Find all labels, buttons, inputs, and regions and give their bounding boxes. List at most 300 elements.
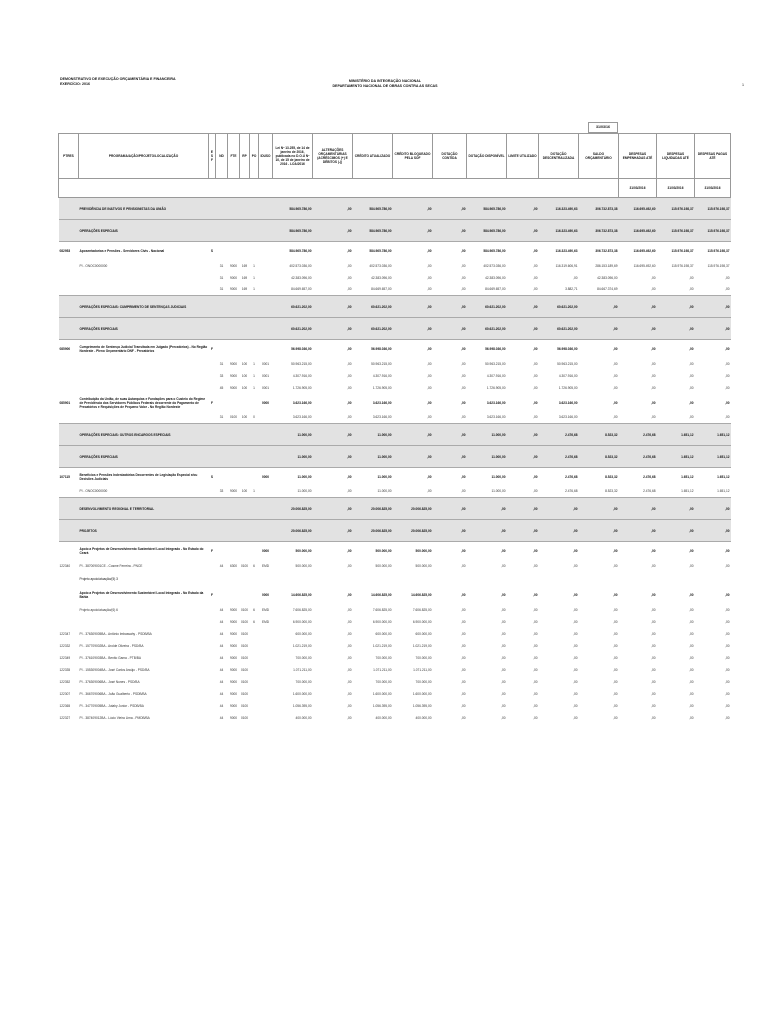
cell-esf: [209, 358, 216, 370]
cell-esf: [209, 700, 216, 712]
cell-lei: 60.621.202,00: [273, 318, 313, 340]
cell-nd: 44: [219, 607, 224, 612]
cell-disp: 50.963.215,00: [485, 361, 506, 366]
detail-row: [59, 604, 731, 616]
cell-po: 1: [253, 385, 255, 390]
cell-lim: ,00: [533, 361, 538, 366]
dates-row: [59, 179, 731, 198]
cell-saldo: 8.523,32: [579, 446, 619, 468]
cell-rp: 0100: [240, 643, 249, 648]
report-title-block: [60, 77, 176, 86]
cell-lim: ,00: [533, 415, 538, 420]
cell-alt: ,00: [313, 318, 353, 340]
cell-saldo: ,00: [613, 400, 618, 405]
cell-po: [250, 340, 259, 358]
cell-rp: [240, 542, 250, 560]
cell-cont: ,00: [433, 318, 467, 340]
cell-bloq: 6.900.000,00: [412, 619, 432, 624]
cell-pag: ,00: [725, 715, 730, 720]
cell-disp: ,00: [501, 715, 506, 720]
cell-pag: ,00: [725, 415, 730, 420]
col-ptres: PTRES: [59, 134, 79, 179]
cell-emp: ,00: [651, 715, 656, 720]
cell-cont: ,00: [461, 631, 466, 636]
cell-lei: 11.000,00: [273, 446, 313, 468]
cell-ptres: [59, 424, 79, 446]
cell-esf: F: [211, 346, 213, 351]
cell-alt: ,00: [347, 275, 352, 280]
cell-rp: 0100: [240, 631, 249, 636]
cell-po: 1: [253, 287, 255, 292]
cell-esf: [209, 260, 216, 272]
cell-ptres: [59, 272, 79, 284]
cell-rp: [240, 220, 250, 242]
cell-alt: ,00: [347, 373, 352, 378]
cell-lei: 3.623.166,00: [292, 400, 312, 405]
cell-po: 0: [253, 415, 255, 420]
cell-lei: 42.383.096,00: [291, 275, 312, 280]
cell-label: PI - 376309005BA - Antônio Imbassahy - PSDB/BA: [79, 631, 152, 636]
cell-rp: [240, 198, 250, 220]
cell-ptres: [59, 412, 79, 424]
cell-pag: 1.651,12: [717, 489, 730, 494]
cell-label: Projeto apoio/atuação/(5) 3: [79, 576, 118, 581]
cell-cont: ,00: [461, 248, 466, 253]
cell-emp: [619, 572, 657, 586]
cell-iduso: [259, 628, 273, 640]
cell-cred: 56.998.036,00: [371, 346, 392, 351]
col-po: PO: [250, 134, 259, 179]
cell-cred: 1.056.395,00: [372, 703, 392, 708]
cell-cont: ,00: [433, 498, 467, 520]
cell-fte: 9000: [229, 619, 238, 624]
cell-nd: [216, 520, 228, 542]
cell-rp: [240, 340, 250, 358]
col-despesas-empenhadas: DESPESAS EMPENHADAS ATÉ: [619, 134, 657, 179]
cell-cred: 11.000,00: [353, 446, 393, 468]
cell-po: [250, 318, 259, 340]
cell-label: PI - 155309004BA - José Carlos Araújo - PSD/BA: [79, 667, 150, 672]
cell-label: OPERAÇÕES ESPECIAIS: CUMPRIMENTO DE SENTENÇAS JUDICIAIS: [79, 296, 209, 318]
cell-po: [250, 468, 259, 486]
cell-cred: 3.623.166,00: [372, 415, 392, 420]
cell-alt: ,00: [347, 489, 352, 494]
cell-emp: ,00: [651, 361, 656, 366]
cell-pag: ,00: [725, 619, 730, 624]
cell-rp: [240, 586, 250, 604]
cell-lim: ,00: [533, 715, 538, 720]
report-body: [59, 179, 731, 724]
cell-desc: 60.621.202,00: [539, 318, 579, 340]
cell-bloq: 20.006.825,00: [393, 498, 433, 520]
cell-bloq: ,00: [393, 296, 433, 318]
cell-liq: 1.651,12: [681, 489, 694, 494]
cell-emp: 116.695.492,60: [619, 198, 657, 220]
cell-liq: 115.976.198,37: [657, 198, 695, 220]
cell-desc: 3.623.166,00: [558, 415, 578, 420]
cell-esf: [209, 424, 216, 446]
detail-row: [59, 272, 731, 284]
cell-ptres: [59, 382, 79, 394]
cell-ptres: [59, 446, 79, 468]
cell-fte: 9000: [229, 679, 238, 684]
cell-po: [250, 640, 259, 652]
cell-liq: ,00: [689, 592, 694, 597]
cell-disp: ,00: [501, 703, 506, 708]
cell-emp: ,00: [651, 655, 656, 660]
cell-emp: ,00: [651, 563, 656, 568]
cell-esf: [209, 652, 216, 664]
cell-label: [79, 284, 209, 296]
cell-lei: 1.021.219,00: [292, 643, 312, 648]
cell-iduso: EMD: [261, 619, 270, 624]
cell-po: [250, 446, 259, 468]
cell-bloq: ,00: [393, 318, 433, 340]
cell-fte: 9000: [229, 643, 238, 648]
cell-fte: [228, 586, 240, 604]
cell-po: [250, 572, 259, 586]
cell-lei: 600.000,00: [295, 631, 312, 636]
cell-lei: 6.900.000,00: [292, 619, 312, 624]
cell-nd: 44: [219, 619, 224, 624]
cell-lei: 60.621.202,00: [273, 296, 313, 318]
cell-emp: ,00: [651, 346, 656, 351]
action-row: [59, 394, 731, 412]
cell-cont: ,00: [461, 619, 466, 624]
cell-saldo: 8.523,32: [605, 489, 618, 494]
cell-bloq: ,00: [393, 198, 433, 220]
cell-esf: [209, 220, 216, 242]
cell-rp: [240, 498, 250, 520]
cell-liq: 1.651,12: [657, 424, 695, 446]
cell-rp: 169: [241, 287, 248, 292]
cell-nd: [216, 340, 228, 358]
detail-row: [59, 486, 731, 498]
report-table-wrapper: [58, 133, 730, 724]
cell-fte: 9000: [229, 607, 238, 612]
cell-po: 6: [253, 563, 255, 568]
cell-emp: ,00: [651, 373, 656, 378]
cell-nd: [216, 220, 228, 242]
cell-emp: 2.476,68: [643, 474, 656, 479]
cell-bloq: 500.000,00: [415, 548, 432, 553]
cell-saldo: 8.523,32: [605, 474, 618, 479]
cell-liq: ,00: [689, 667, 694, 672]
cell-emp: ,00: [619, 318, 657, 340]
cell-label: [79, 382, 209, 394]
date-liquidadas: 31/03/2016: [657, 179, 695, 198]
cell-iduso: EMD: [261, 607, 270, 612]
cell-saldo: ,00: [613, 373, 618, 378]
cell-lim: ,00: [533, 346, 538, 351]
cell-disp: ,00: [501, 643, 506, 648]
cell-ptres: 122347: [59, 631, 71, 636]
cell-ptres: 082953: [59, 248, 71, 253]
cell-rp: [240, 318, 250, 340]
cell-cred: 3.623.166,00: [372, 400, 392, 405]
cell-nd: [216, 198, 228, 220]
cell-pag: 115.976.198,37: [695, 220, 731, 242]
detail-row: [59, 640, 731, 652]
cell-cont: ,00: [461, 607, 466, 612]
cell-disp: 56.998.036,00: [485, 346, 506, 351]
cell-emp: ,00: [651, 631, 656, 636]
cell-bloq: ,00: [427, 361, 432, 366]
cell-esf: [209, 318, 216, 340]
cell-alt: ,00: [347, 631, 352, 636]
cell-liq: ,00: [657, 296, 695, 318]
cell-disp: ,00: [501, 655, 506, 660]
cell-desc: ,00: [573, 655, 578, 660]
cell-lim: ,00: [507, 318, 539, 340]
cell-rp: 100: [241, 385, 248, 390]
cell-emp: 116.695.492,60: [619, 220, 657, 242]
cell-bloq: 1.600.000,00: [412, 691, 432, 696]
cell-disp: 584.965.786,00: [467, 198, 507, 220]
cell-cred: 60.621.202,00: [353, 318, 393, 340]
cell-cont: ,00: [433, 424, 467, 446]
cell-label: [79, 358, 209, 370]
cell-saldo: ,00: [579, 520, 619, 542]
cell-cont: ,00: [461, 385, 466, 390]
cell-fte: 9000: [229, 275, 238, 280]
cell-liq: ,00: [689, 619, 694, 624]
cell-fte: [228, 542, 240, 560]
cell-cred: 6.900.000,00: [372, 619, 392, 624]
cell-nd: 44: [219, 703, 224, 708]
cell-cont: ,00: [461, 655, 466, 660]
cell-label: PI - 366709006BA - João Gualberto - PSDB/BA: [79, 691, 147, 696]
cell-alt: ,00: [347, 548, 352, 553]
cell-rp: 0100: [240, 607, 249, 612]
cell-ptres: [59, 284, 79, 296]
cell-nd: [216, 468, 228, 486]
cell-nd: [216, 498, 228, 520]
cell-ptres: [59, 498, 79, 520]
cell-ptres: 107115: [59, 474, 70, 479]
cell-ptres: [59, 572, 79, 586]
cell-pag: ,00: [725, 655, 730, 660]
cell-cred: 11.000,00: [353, 424, 393, 446]
cell-esf: [209, 604, 216, 616]
cell-saldo: ,00: [613, 346, 618, 351]
cell-iduso: [259, 242, 273, 260]
cell-cont: ,00: [461, 415, 466, 420]
cell-rp: 0100: [240, 563, 249, 568]
report-table: [58, 133, 731, 724]
cell-pag: ,00: [695, 520, 731, 542]
cell-nd: [216, 572, 228, 586]
cell-pag: ,00: [725, 287, 730, 292]
cell-disp: ,00: [501, 592, 506, 597]
cell-iduso: 0000: [261, 474, 270, 479]
detail-row: [59, 284, 731, 296]
cell-disp: 402.573.036,00: [483, 263, 506, 268]
cell-po: [250, 712, 259, 724]
cell-label: PI - 387009001CE - Cosme Ferreira - PNCE: [79, 563, 143, 568]
cell-saldo: 42.383.096,00: [597, 275, 618, 280]
cell-bloq: ,00: [393, 424, 433, 446]
cell-bloq: 400.000,00: [415, 715, 432, 720]
cell-esf: [209, 628, 216, 640]
cell-liq: ,00: [689, 548, 694, 553]
detail-row: [59, 628, 731, 640]
cell-desc: 2.476,68: [565, 489, 578, 494]
cell-cont: ,00: [461, 679, 466, 684]
cell-cred: 42.383.096,00: [371, 275, 392, 280]
report-year: EXERCÍCIO: 2016: [60, 81, 90, 86]
cell-saldo: ,00: [613, 607, 618, 612]
cell-liq: ,00: [689, 655, 694, 660]
cell-desc: 56.998.036,00: [557, 346, 578, 351]
cell-fte: [228, 340, 240, 358]
cell-alt: ,00: [313, 220, 353, 242]
cell-cont: ,00: [461, 400, 466, 405]
cell-bloq: ,00: [427, 263, 432, 268]
cell-ptres: [59, 296, 79, 318]
cell-esf: [209, 198, 216, 220]
cell-cred: 584.965.786,00: [369, 248, 392, 253]
cell-disp: 11.000,00: [467, 446, 507, 468]
cell-nd: 44: [219, 631, 224, 636]
cell-lei: 11.000,00: [273, 424, 313, 446]
cell-bloq: 14.606.825,00: [411, 592, 432, 597]
cell-liq: ,00: [689, 385, 694, 390]
cell-disp: 3.623.166,00: [486, 415, 506, 420]
date-tag: 31/03/16: [588, 122, 618, 133]
cell-lei: 7.606.825,00: [292, 607, 312, 612]
cell-label: PI - 157709002BA - Arolde Oliveira - PSD/BA: [79, 643, 144, 648]
cell-emp: ,00: [619, 296, 657, 318]
cell-iduso: [259, 220, 273, 242]
cell-bloq: 600.000,00: [415, 631, 432, 636]
cell-ptres: [59, 616, 79, 628]
ministry-name: MINISTÉRIO DA INTEGRAÇÃO NACIONAL: [348, 79, 422, 83]
cell-liq: ,00: [657, 520, 695, 542]
cell-disp: ,00: [501, 667, 506, 672]
cell-lim: ,00: [507, 198, 539, 220]
cell-iduso: [259, 412, 273, 424]
cell-iduso: [259, 652, 273, 664]
cell-alt: ,00: [347, 400, 352, 405]
cell-cred: 20.006.825,00: [353, 520, 393, 542]
cell-liq: 115.976.198,37: [657, 220, 695, 242]
cell-desc: 116.323.490,63: [539, 220, 579, 242]
cell-alt: ,00: [347, 287, 352, 292]
cell-fte: [228, 198, 240, 220]
cell-label: OPERAÇÕES ESPECIAIS: OUTROS ENCARGOS ESPECIAIS: [79, 424, 209, 446]
cell-label: OPERAÇÕES ESPECIAIS: [79, 220, 209, 242]
cell-iduso: [259, 260, 273, 272]
col-dotacao-descentralizada: DOTAÇÃO DESCENTRALIZADA: [539, 134, 579, 179]
cell-label: PREVIDÊNCIA DE INATIVOS E PENSIONISTAS DA UNIÃO: [79, 198, 209, 220]
cell-desc: 3.882,71: [565, 287, 578, 292]
action-row: [59, 586, 731, 604]
cell-cont: ,00: [461, 592, 466, 597]
cell-label: Aposentadorias e Pensões - Servidores Civis - Nacional: [79, 248, 165, 253]
cell-bloq: ,00: [427, 385, 432, 390]
cell-saldo: ,00: [613, 385, 618, 390]
cell-disp: 584.965.786,00: [483, 248, 506, 253]
cell-bloq: ,00: [427, 415, 432, 420]
cell-iduso: 0001: [261, 373, 270, 378]
col-iduso: IDUSO: [259, 134, 273, 179]
cell-esf: [209, 296, 216, 318]
cell-saldo: ,00: [613, 548, 618, 553]
cell-rp: [240, 520, 250, 542]
detail-row: [59, 676, 731, 688]
cell-bloq: 500.000,00: [415, 563, 432, 568]
cell-cont: ,00: [433, 220, 467, 242]
cell-pag: ,00: [725, 631, 730, 636]
col-limite-utilizado: LIMITE UTILIZADO: [507, 134, 539, 179]
cell-saldo: ,00: [613, 703, 618, 708]
cell-liq: ,00: [689, 287, 694, 292]
cell-disp: ,00: [501, 619, 506, 624]
cell-disp: ,00: [501, 548, 506, 553]
cell-po: [250, 220, 259, 242]
cell-emp: 2.476,68: [619, 446, 657, 468]
cell-fte: [228, 572, 240, 586]
cell-fte: 9000: [229, 691, 238, 696]
cell-cont: ,00: [461, 346, 466, 351]
cell-po: [250, 498, 259, 520]
cell-bloq: ,00: [427, 346, 432, 351]
cell-cred: 1.726.905,00: [372, 385, 392, 390]
action-row: [59, 242, 731, 260]
cell-lim: ,00: [533, 691, 538, 696]
cell-cont: ,00: [461, 489, 466, 494]
detail-row: [59, 260, 731, 272]
cell-desc: 116.323.490,63: [555, 248, 578, 253]
cell-saldo: 84.667.374,69: [597, 287, 618, 292]
cell-disp: 60.621.202,00: [467, 318, 507, 340]
cell-po: [250, 520, 259, 542]
cell-alt: ,00: [347, 263, 352, 268]
cell-emp: 2.476,68: [643, 489, 656, 494]
cell-label: [79, 272, 209, 284]
cell-nd: 44: [219, 667, 224, 672]
cell-disp: 84.669.657,00: [485, 287, 506, 292]
cell-disp: 11.000,00: [491, 474, 506, 479]
cell-alt: ,00: [347, 385, 352, 390]
band-row: [59, 296, 731, 318]
cell-esf: [209, 616, 216, 628]
cell-alt: ,00: [313, 446, 353, 468]
cell-emp: ,00: [651, 400, 656, 405]
cell-esf: [209, 412, 216, 424]
detail-row: [59, 412, 731, 424]
cell-po: [250, 242, 259, 260]
cell-alt: ,00: [313, 498, 353, 520]
cell-po: 1: [253, 489, 255, 494]
cell-cred: 11.000,00: [377, 489, 392, 494]
cell-po: [250, 700, 259, 712]
cell-iduso: [259, 446, 273, 468]
cell-rp: 0100: [240, 703, 249, 708]
cell-liq: ,00: [689, 703, 694, 708]
cell-nd: 44: [219, 643, 224, 648]
cell-desc: ,00: [539, 498, 579, 520]
cell-liq: 1.651,12: [681, 474, 694, 479]
cell-pag: ,00: [725, 361, 730, 366]
cell-ptres: 085901: [59, 400, 71, 405]
cell-lim: ,00: [533, 287, 538, 292]
cell-esf: [209, 572, 216, 586]
cell-ptres: 122327: [59, 715, 71, 720]
cell-ptres: 122349: [59, 655, 71, 660]
cell-label: PI - ONOC0000000: [79, 489, 108, 494]
